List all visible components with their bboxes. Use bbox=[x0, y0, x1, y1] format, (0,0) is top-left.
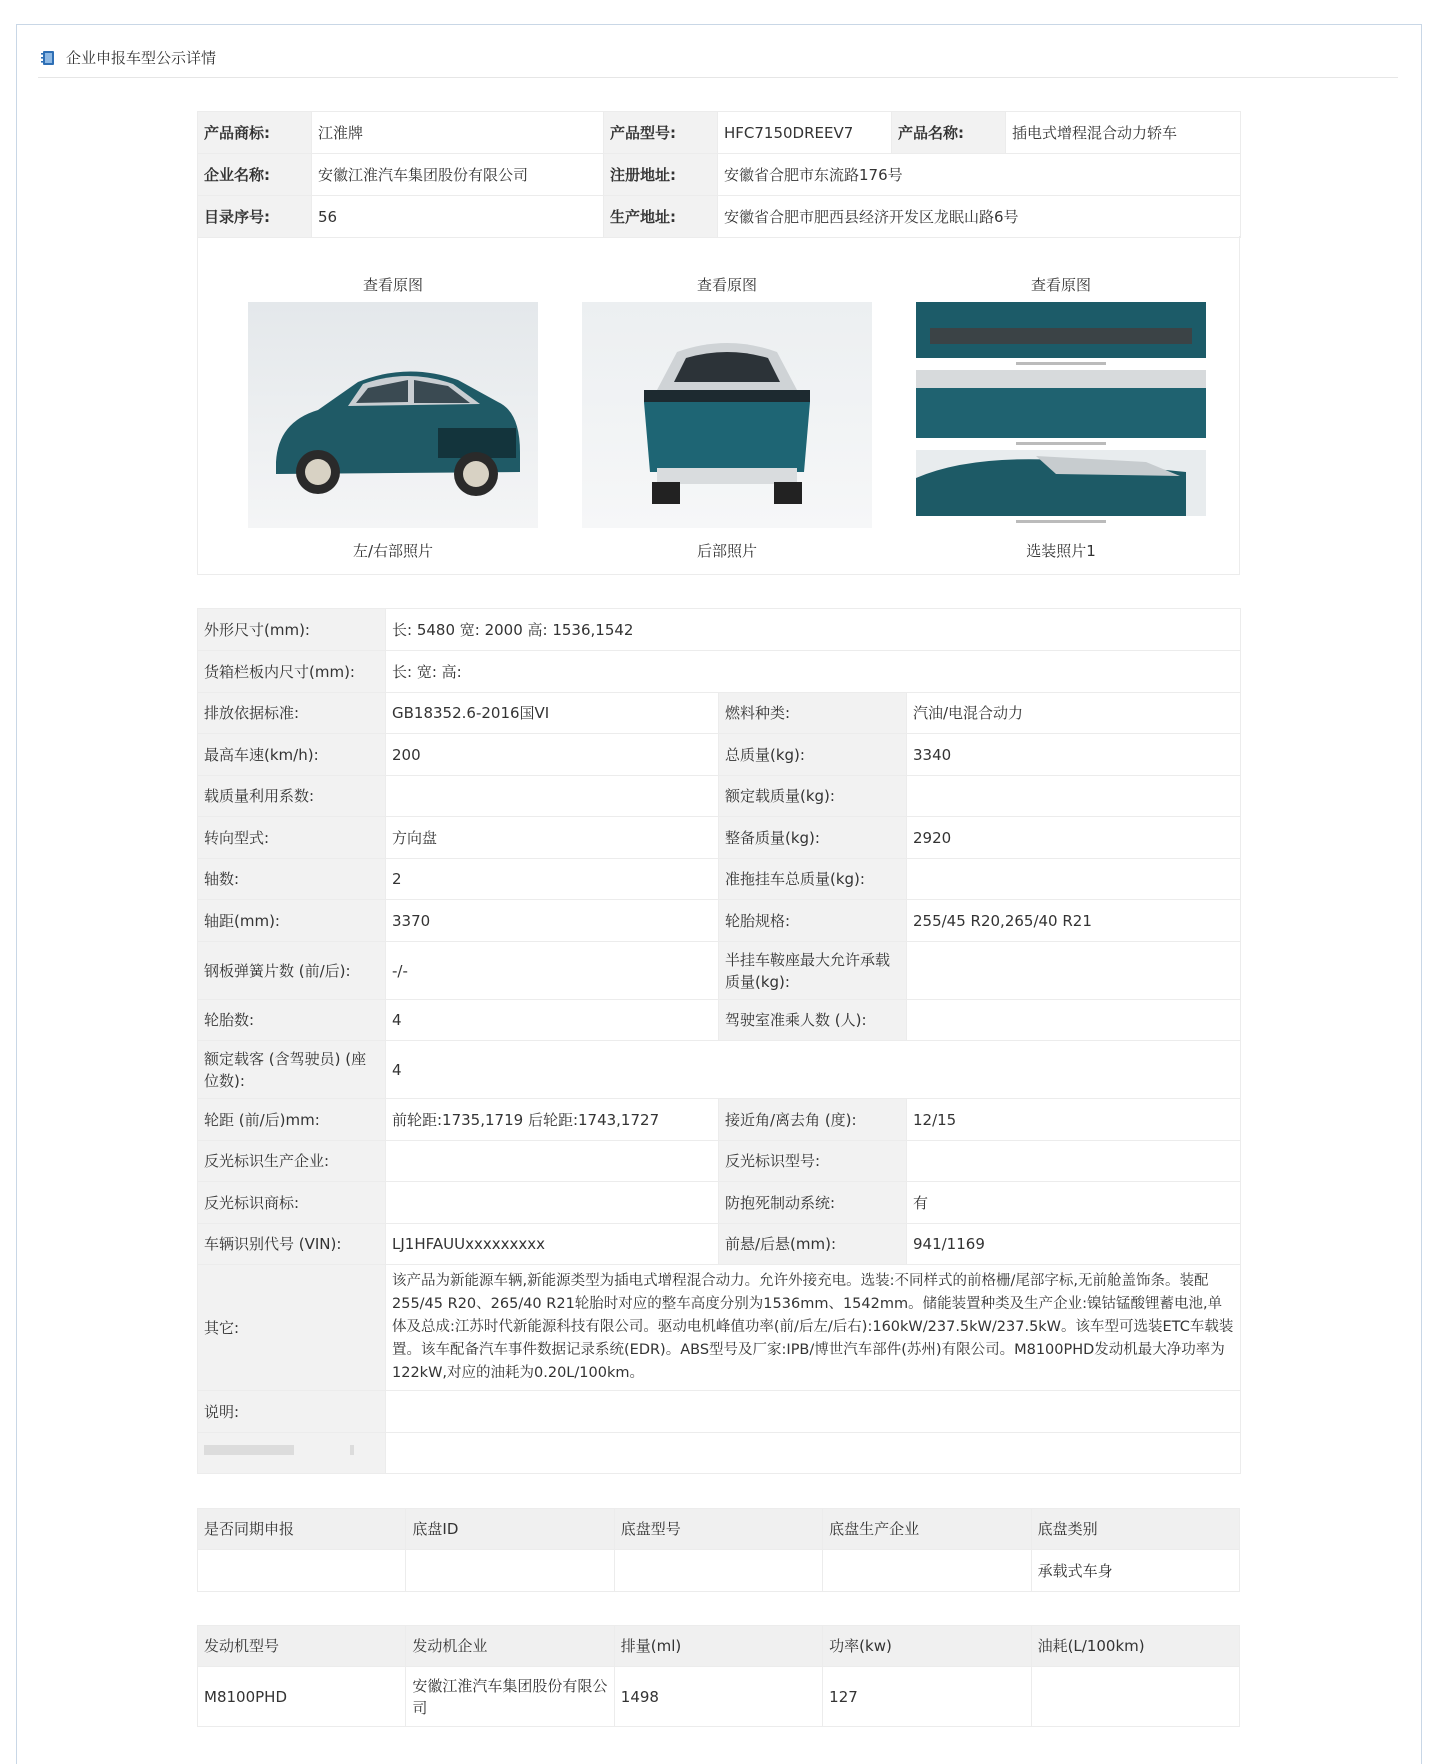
spec-table bbox=[197, 608, 1241, 1474]
view-original-link[interactable]: 查看原图 bbox=[362, 276, 423, 294]
fuel-label: 燃料种类: bbox=[719, 693, 907, 734]
reflect-model-value bbox=[907, 1141, 1241, 1182]
side-photo[interactable] bbox=[248, 302, 538, 528]
brand-label: 产品商标: bbox=[198, 112, 312, 154]
note-label: 说明: bbox=[198, 1391, 386, 1433]
tires-count-label: 轮胎数: bbox=[198, 1000, 386, 1041]
fuel-value: 汽油/电混合动力 bbox=[907, 693, 1241, 734]
vin-value: LJ1HFAUUxxxxxxxxx bbox=[386, 1224, 719, 1265]
seats-label: 额定载客 (含驾驶员) (座位数): bbox=[198, 1041, 386, 1099]
total-mass-label: 总质量(kg): bbox=[719, 734, 907, 776]
vin-label: 车辆识别代号 (VIN): bbox=[198, 1224, 386, 1265]
chassis-header: 是否同期申报 bbox=[198, 1509, 406, 1550]
rear-photo[interactable] bbox=[582, 302, 872, 528]
cab-seats-value bbox=[907, 1000, 1241, 1041]
reflect-brand-value bbox=[386, 1182, 719, 1224]
engine-cell: 127 bbox=[823, 1667, 1031, 1727]
engine-cell: M8100PHD bbox=[198, 1667, 406, 1727]
blurred-value bbox=[386, 1433, 1241, 1474]
speed-value: 200 bbox=[386, 734, 719, 776]
trailer-label: 准拖挂车总质量(kg): bbox=[719, 859, 907, 900]
cargo-value: 长: 宽: 高: bbox=[386, 651, 1241, 693]
catalog-label: 目录序号: bbox=[198, 196, 312, 238]
seats-value: 4 bbox=[386, 1041, 1241, 1099]
reg-addr-value: 安徽省合肥市东流路176号 bbox=[718, 154, 1241, 196]
prod-addr-value: 安徽省合肥市肥西县经济开发区龙眠山路6号 bbox=[718, 196, 1241, 238]
overhang-label: 前悬/后悬(mm): bbox=[719, 1224, 907, 1265]
chassis-header: 底盘型号 bbox=[614, 1509, 822, 1550]
saddle-label: 半挂车鞍座最大允许承载质量(kg): bbox=[719, 942, 907, 1000]
prod-addr-label: 生产地址: bbox=[604, 196, 718, 238]
tire-spec-value: 255/45 R20,265/40 R21 bbox=[907, 900, 1241, 942]
dims-label: 外形尺寸(mm): bbox=[198, 609, 386, 651]
engine-cell: 1498 bbox=[614, 1667, 822, 1727]
axles-value: 2 bbox=[386, 859, 719, 900]
model-label: 产品型号: bbox=[604, 112, 718, 154]
engine-header: 油耗(L/100km) bbox=[1031, 1626, 1239, 1667]
chassis-cell: 承载式车身 bbox=[1031, 1550, 1239, 1592]
side-photo-caption: 左/右部照片 bbox=[352, 542, 434, 560]
speed-label: 最高车速(km/h): bbox=[198, 734, 386, 776]
cab-seats-label: 驾驶室准乘人数 (人): bbox=[719, 1000, 907, 1041]
name-label: 产品名称: bbox=[892, 112, 1006, 154]
model-value: HFC7150DREEV7 bbox=[718, 112, 892, 154]
view-original-link[interactable]: 查看原图 bbox=[696, 276, 757, 294]
rated-load-label: 额定载质量(kg): bbox=[719, 776, 907, 817]
product-header-table bbox=[197, 111, 1241, 238]
photo-gallery bbox=[197, 236, 1240, 575]
panel-title: 企业申报车型公示详情 bbox=[66, 49, 217, 67]
engine-header: 排量(ml) bbox=[614, 1626, 822, 1667]
chassis-cell bbox=[614, 1550, 822, 1592]
abs-value: 有 bbox=[907, 1182, 1241, 1224]
cargo-label: 货箱栏板内尺寸(mm): bbox=[198, 651, 386, 693]
load-factor-label: 载质量利用系数: bbox=[198, 776, 386, 817]
chassis-header: 底盘ID bbox=[406, 1509, 614, 1550]
name-value: 插电式增程混合动力轿车 bbox=[1006, 112, 1241, 154]
curb-mass-value: 2920 bbox=[907, 817, 1241, 859]
steering-label: 转向型式: bbox=[198, 817, 386, 859]
engine-table bbox=[197, 1625, 1240, 1727]
engine-cell bbox=[1031, 1667, 1239, 1727]
track-label: 轮距 (前/后)mm: bbox=[198, 1099, 386, 1141]
chassis-table bbox=[197, 1508, 1240, 1592]
tires-count-value: 4 bbox=[386, 1000, 719, 1041]
wheelbase-value: 3370 bbox=[386, 900, 719, 942]
other-label: 其它: bbox=[198, 1265, 386, 1391]
angle-label: 接近角/离去角 (度): bbox=[719, 1099, 907, 1141]
rated-load-value bbox=[907, 776, 1241, 817]
company-label: 企业名称: bbox=[198, 154, 312, 196]
total-mass-value: 3340 bbox=[907, 734, 1241, 776]
chassis-cell bbox=[823, 1550, 1031, 1592]
chassis-cell bbox=[198, 1550, 406, 1592]
emission-label: 排放依据标准: bbox=[198, 693, 386, 734]
overhang-value: 941/1169 bbox=[907, 1224, 1241, 1265]
reflect-brand-label: 反光标识商标: bbox=[198, 1182, 386, 1224]
blurred-text-icon bbox=[204, 1441, 364, 1459]
load-factor-value bbox=[386, 776, 719, 817]
brand-value: 江淮牌 bbox=[312, 112, 604, 154]
trailer-value bbox=[907, 859, 1241, 900]
spring-value: -/- bbox=[386, 942, 719, 1000]
steering-value: 方向盘 bbox=[386, 817, 719, 859]
abs-label: 防抱死制动系统: bbox=[719, 1182, 907, 1224]
panel-header bbox=[38, 40, 1398, 78]
engine-header: 发动机型号 bbox=[198, 1626, 406, 1667]
reflect-model-label: 反光标识型号: bbox=[719, 1141, 907, 1182]
dims-value: 长: 5480 宽: 2000 高: 1536,1542 bbox=[386, 609, 1241, 651]
spring-label: 钢板弹簧片数 (前/后): bbox=[198, 942, 386, 1000]
emission-value: GB18352.6-2016国VI bbox=[386, 693, 719, 734]
tire-spec-label: 轮胎规格: bbox=[719, 900, 907, 942]
note-value bbox=[386, 1391, 1241, 1433]
book-icon bbox=[40, 50, 56, 70]
view-original-link[interactable]: 查看原图 bbox=[1030, 276, 1091, 294]
angle-value: 12/15 bbox=[907, 1099, 1241, 1141]
engine-header: 功率(kw) bbox=[823, 1626, 1031, 1667]
saddle-value bbox=[907, 942, 1241, 1000]
option-photo-caption: 选装照片1 bbox=[1026, 542, 1096, 560]
option-photo[interactable] bbox=[916, 302, 1206, 528]
reflect-maker-label: 反光标识生产企业: bbox=[198, 1141, 386, 1182]
blurred-label bbox=[198, 1433, 386, 1474]
other-value: 该产品为新能源车辆,新能源类型为插电式增程混合动力。允许外接充电。选装:不同样式的前格栅/尾部字标,无前舱盖饰条。装配255/45 R20、265/40 R21轮胎时对应的整车高度分别为1536mm、1542mm。储能装置种类及生产企业:镍钴锰酸锂蓄电池,单体及总成:江苏时代新能源科技有限公司。驱动电机峰值功率(前/后左/后右):160kW/237.5kW/237.5kW。该车型可选装ETC车载装置。该车配备汽车事件数据记录系统(EDR)。ABS型号及厂家:IPB/博世汽车部件(苏州)有限公司。M8100PHD发动机最大净功率为122kW,对应的油耗为0.20L/100km。 bbox=[386, 1265, 1241, 1391]
catalog-value: 56 bbox=[312, 196, 604, 238]
company-value: 安徽江淮汽车集团股份有限公司 bbox=[312, 154, 604, 196]
chassis-header: 底盘生产企业 bbox=[823, 1509, 1031, 1550]
axles-label: 轴数: bbox=[198, 859, 386, 900]
engine-header: 发动机企业 bbox=[406, 1626, 614, 1667]
rear-photo-caption: 后部照片 bbox=[696, 542, 757, 560]
curb-mass-label: 整备质量(kg): bbox=[719, 817, 907, 859]
wheelbase-label: 轴距(mm): bbox=[198, 900, 386, 942]
engine-cell: 安徽江淮汽车集团股份有限公司 bbox=[406, 1667, 614, 1727]
reg-addr-label: 注册地址: bbox=[604, 154, 718, 196]
track-value: 前轮距:1735,1719 后轮距:1743,1727 bbox=[386, 1099, 719, 1141]
chassis-cell bbox=[406, 1550, 614, 1592]
chassis-header: 底盘类别 bbox=[1031, 1509, 1239, 1550]
reflect-maker-value bbox=[386, 1141, 719, 1182]
